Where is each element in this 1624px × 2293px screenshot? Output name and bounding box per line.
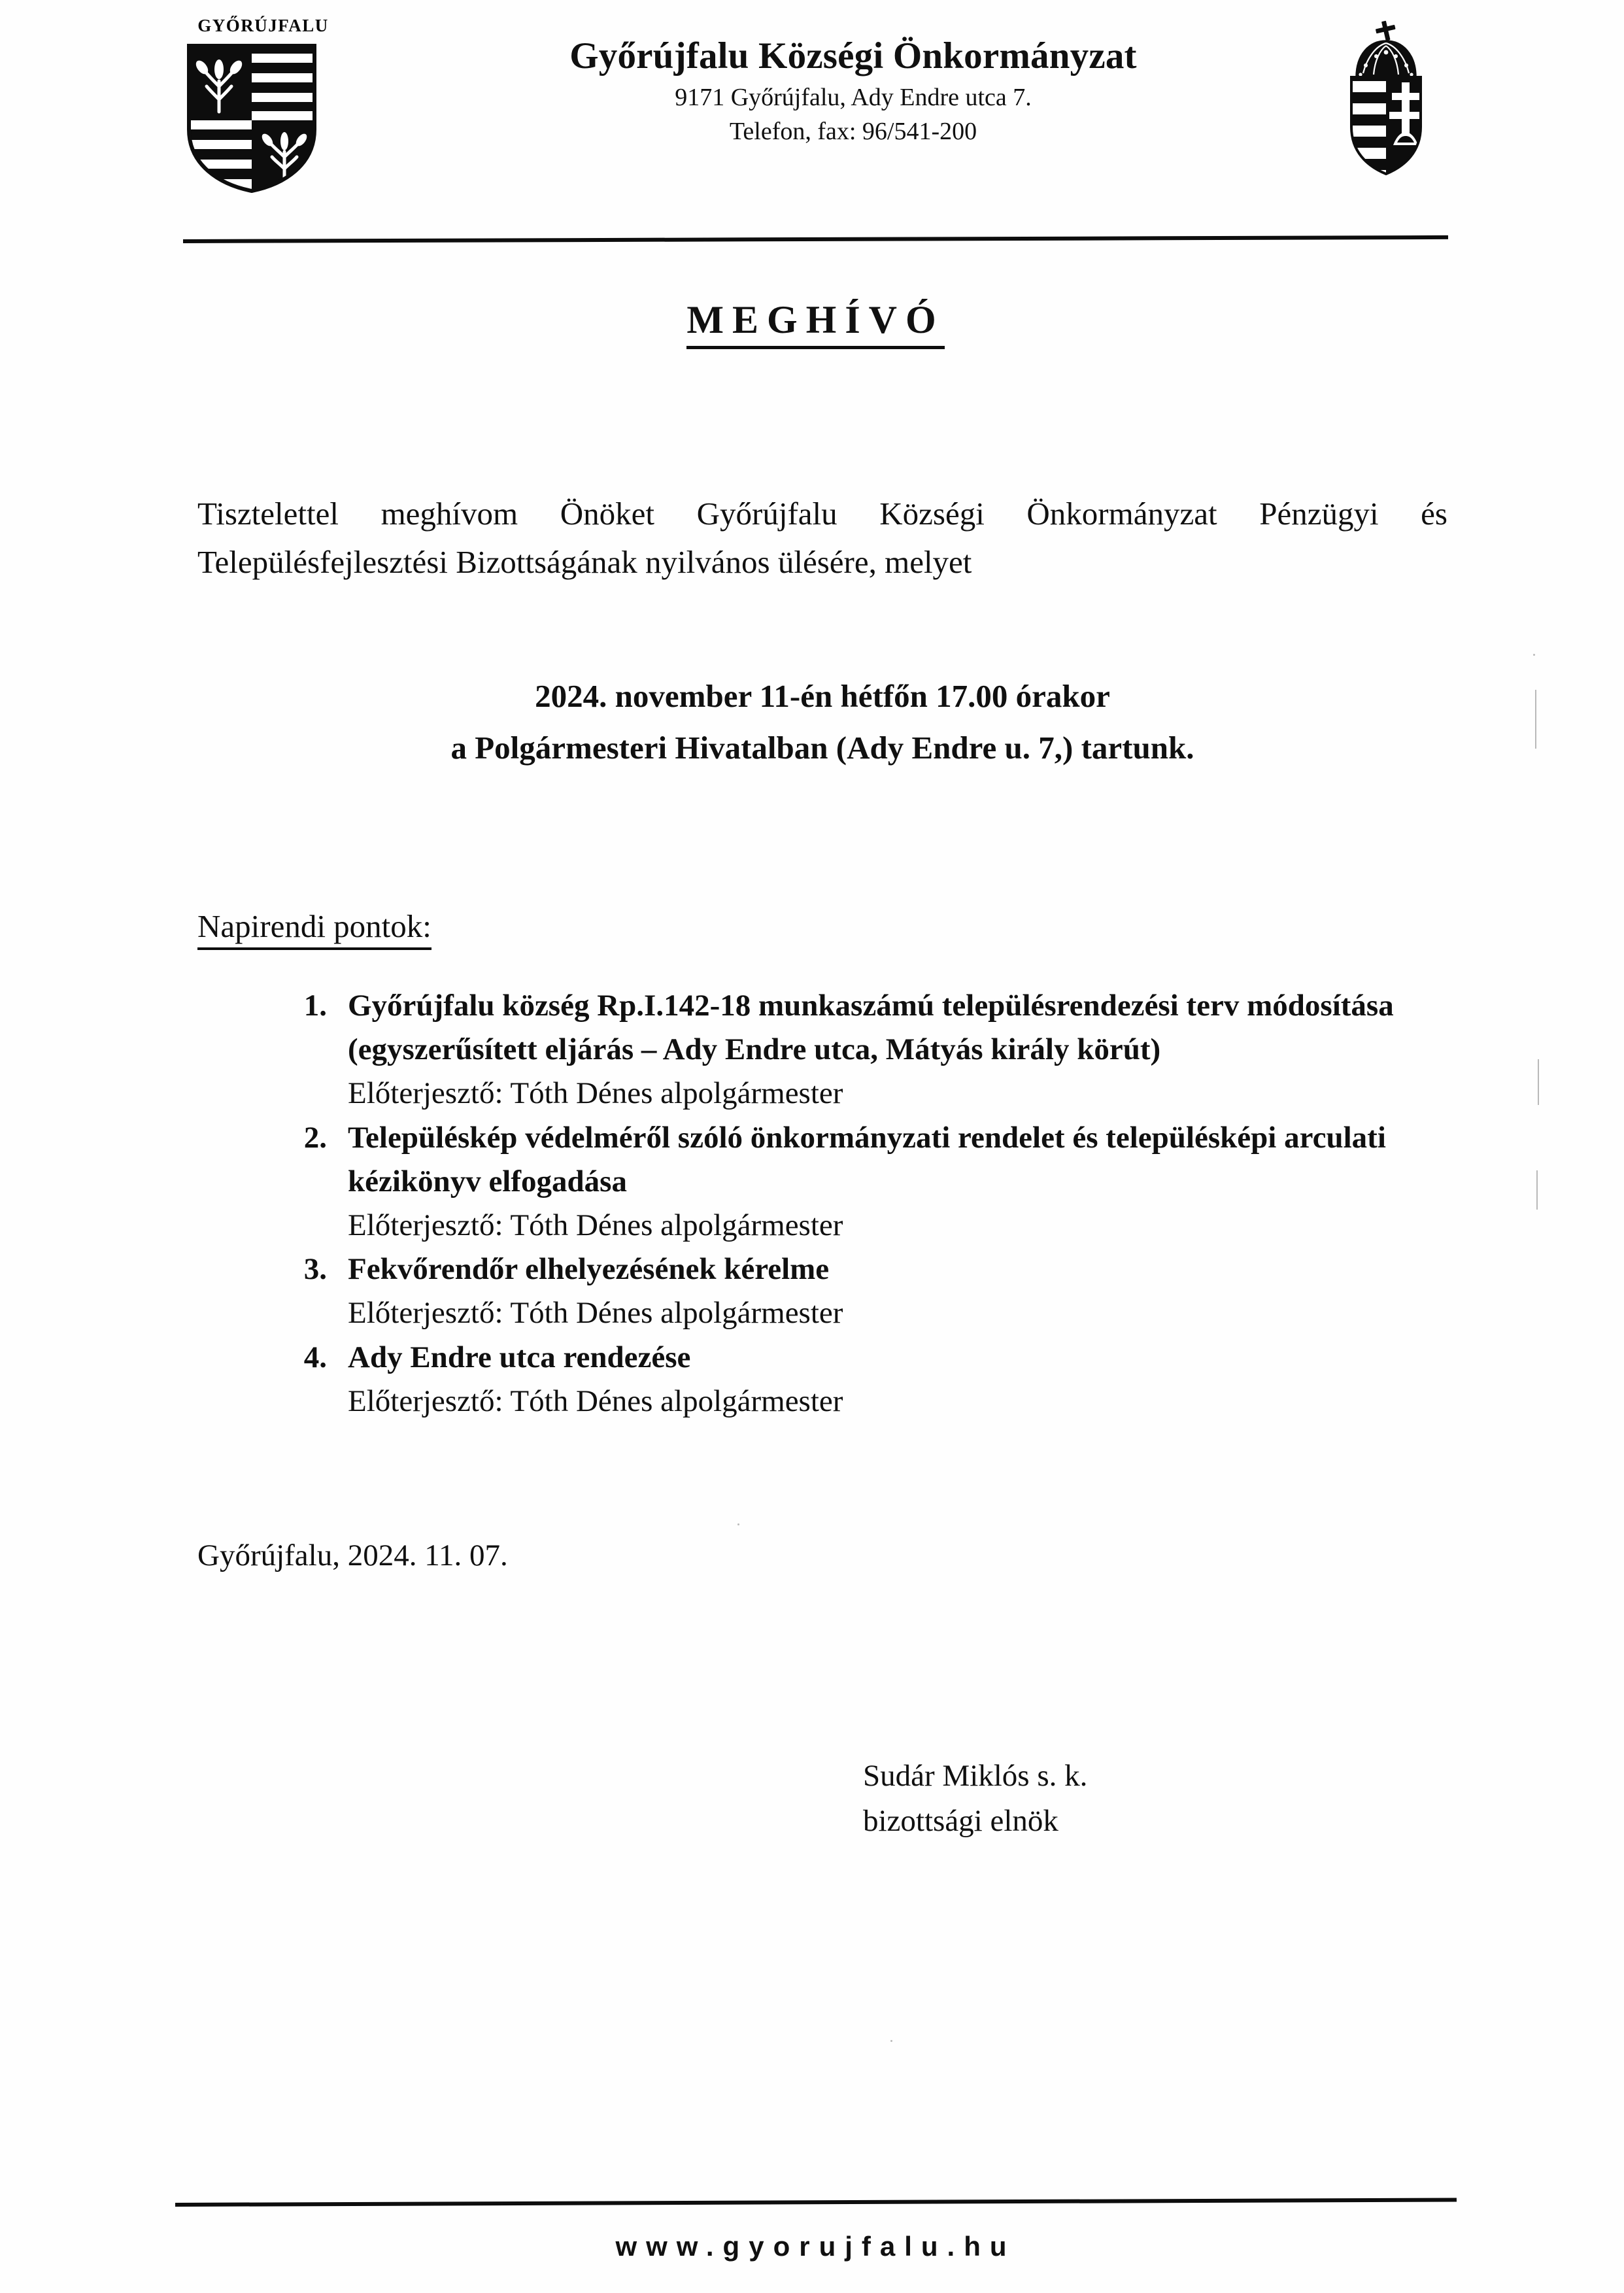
signatory-role: bizottsági elnök <box>863 1803 1058 1838</box>
meeting-datetime: 2024. november 11-én hétfőn 17.00 órakor <box>535 678 1110 714</box>
agenda-item-title: Fekvőrendőr elhelyezésének kérelme <box>348 1252 830 1287</box>
scan-speck <box>737 1523 739 1525</box>
crest-municipality-name: GYŐRÚJFALU <box>197 16 329 35</box>
signatory-name: Sudár Miklós s. k. <box>863 1759 1088 1793</box>
agenda-item-title: Ady Endre utca rendezése <box>348 1340 691 1374</box>
letterhead-text <box>389 34 1317 148</box>
invitation-intro-paragraph: Tisztelettel meghívom Önöket Győrújfalu Községi Önkormányzat Pénzügyi és Településfejlesztési Bizottságának nyilvános ülésére, melyet <box>197 496 1447 581</box>
scan-speck <box>1535 690 1536 749</box>
agenda-item-body <box>348 1336 1412 1423</box>
agenda-item-body <box>348 984 1412 1116</box>
agenda-heading <box>197 908 431 945</box>
scan-speck <box>890 2040 892 2042</box>
holy-crown-icon <box>1355 19 1417 77</box>
agenda-list <box>288 984 1412 1423</box>
agenda-item-title: Győrújfalu község Rp.I.142-18 munkaszámú településrendezési terv módosítása (egyszerűsített eljárás – Ady Endre utca, Mátyás király körút) <box>348 989 1394 1067</box>
agenda-item <box>288 1248 1412 1335</box>
agenda-item <box>288 984 1412 1116</box>
agenda-item-body <box>348 1116 1412 1248</box>
footer-divider-rule <box>175 2198 1457 2207</box>
organization-name: Győrújfalu Községi Önkormányzat <box>569 35 1137 76</box>
hungary-shield-icon <box>1337 17 1435 180</box>
hungary-coat-of-arms-icon <box>1337 17 1455 213</box>
agenda-item <box>288 1116 1412 1248</box>
agenda-item-body <box>348 1248 1412 1335</box>
meeting-datetime-block <box>197 670 1447 774</box>
header-divider-rule <box>183 235 1448 243</box>
agenda-item-presenter: Előterjesztő: Tóth Dénes alpolgármester <box>348 1384 843 1418</box>
scan-speck <box>1533 654 1535 656</box>
scan-speck <box>1538 1059 1539 1105</box>
agenda-heading-text: Napirendi pontok: <box>197 908 431 950</box>
agenda-item-title: Településkép védelméről szóló önkormányzati rendelet és településképi arculati kézikönyv elfogadása <box>348 1120 1386 1198</box>
footer-website-url: www.gyorujfalu.hu <box>615 2231 1016 2262</box>
agenda-item-number: 3. <box>303 1252 327 1287</box>
place-and-date: Győrújfalu, 2024. 11. 07. <box>197 1538 508 1572</box>
agenda-item-presenter: Előterjesztő: Tóth Dénes alpolgármester <box>348 1208 843 1243</box>
agenda-item-number: 4. <box>303 1340 327 1374</box>
gyorujfalu-shield-icon <box>186 37 317 199</box>
agenda-item-presenter: Előterjesztő: Tóth Dénes alpolgármester <box>348 1296 843 1331</box>
agenda-item-number: 1. <box>303 989 327 1023</box>
agenda-item <box>288 1336 1412 1423</box>
page-title-text: MEGHÍVÓ <box>686 298 944 349</box>
meeting-venue: a Polgármesteri Hivatalban (Ady Endre u. 7,) tartunk. <box>450 730 1194 766</box>
organization-address: 9171 Győrújfalu, Ady Endre utca 7. <box>675 84 1032 112</box>
organization-phone: Telefon, fax: 96/541-200 <box>729 117 977 145</box>
letterhead <box>173 12 1458 221</box>
page-title <box>173 297 1458 343</box>
scan-speck <box>1536 1170 1538 1210</box>
signature-block <box>863 1754 1087 1843</box>
gyorujfalu-coat-of-arms-icon <box>186 17 340 213</box>
agenda-item-presenter: Előterjesztő: Tóth Dénes alpolgármester <box>348 1076 843 1111</box>
agenda-item-number: 2. <box>303 1120 327 1155</box>
